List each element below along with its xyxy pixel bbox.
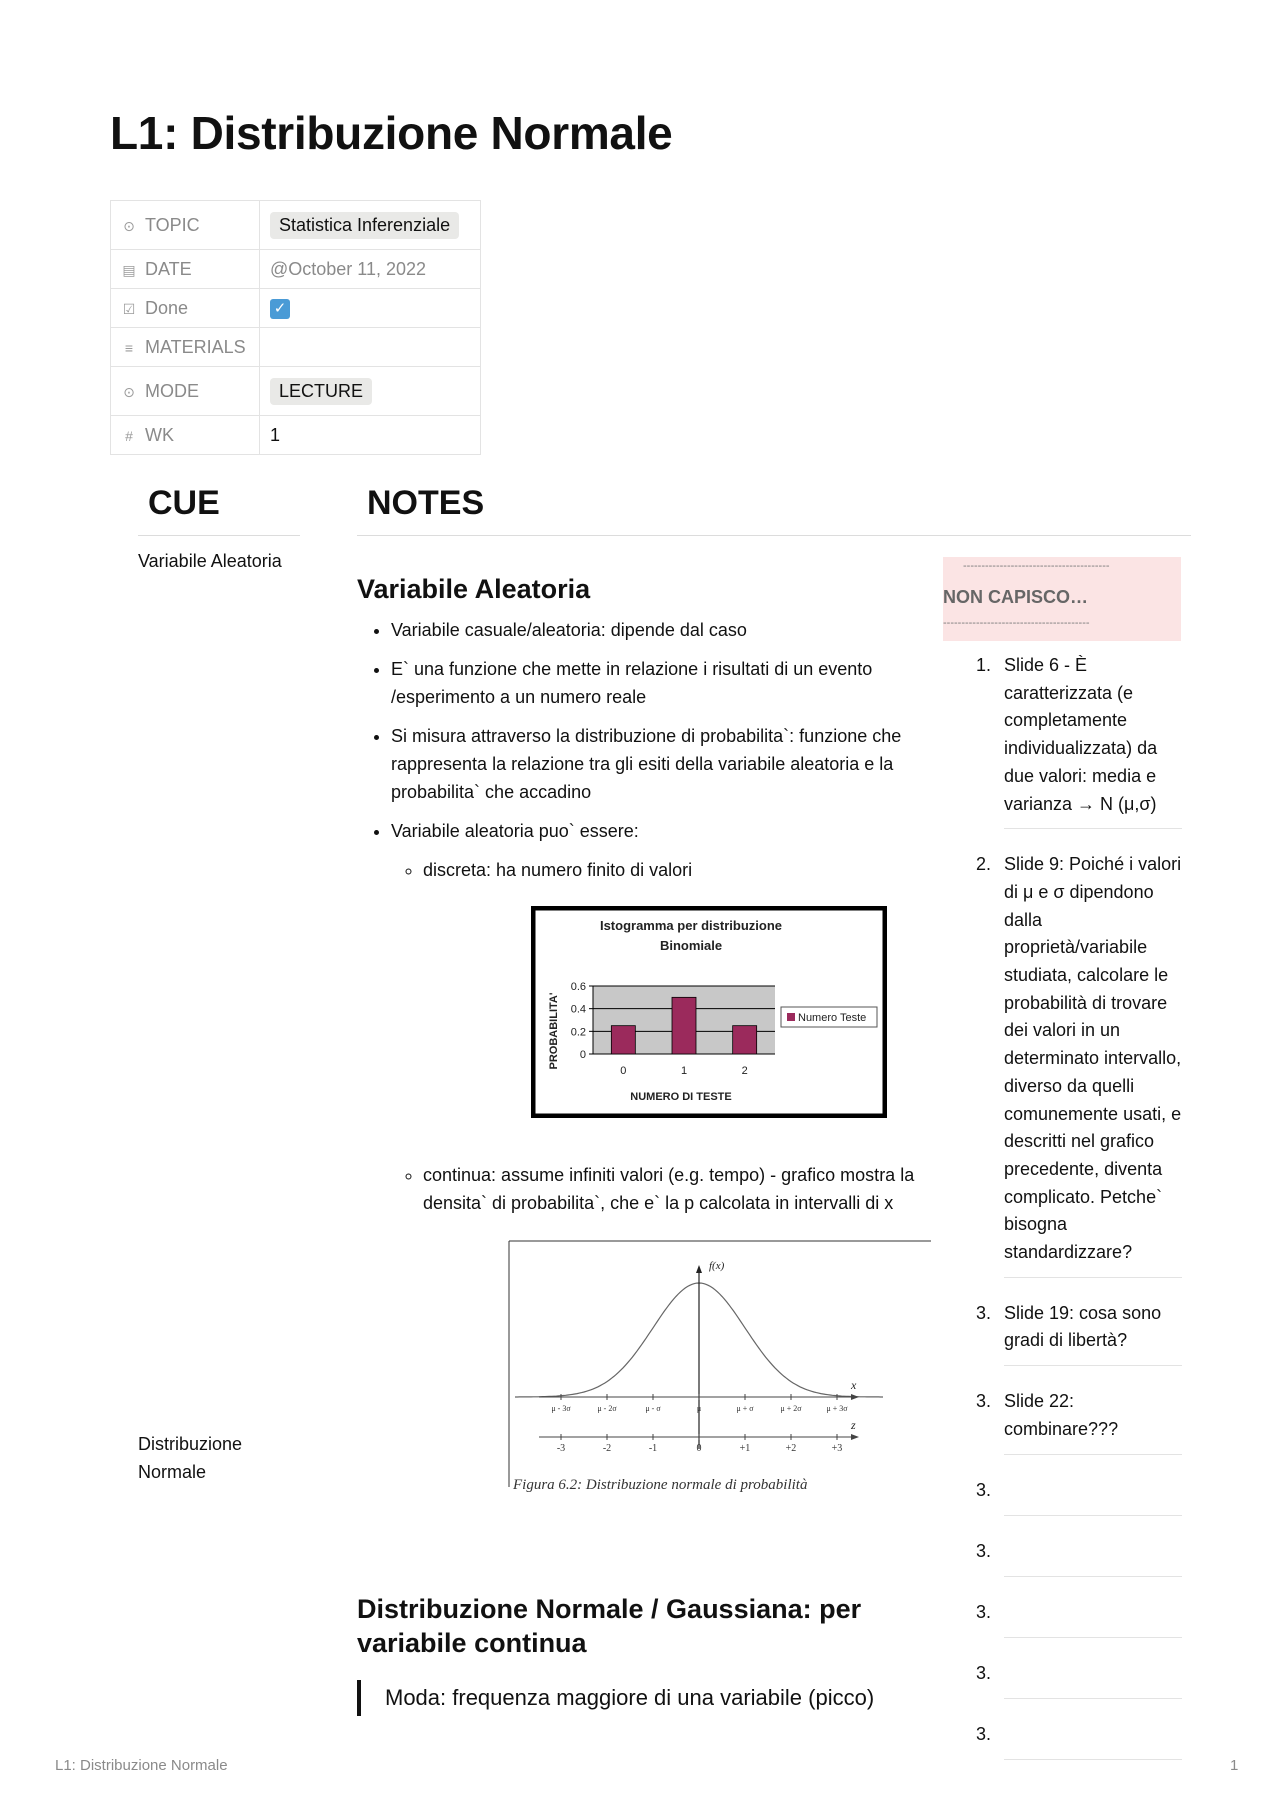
axis-arrow <box>696 1265 702 1273</box>
z-tick-label: +2 <box>785 1443 797 1454</box>
list-item[interactable]: 3. <box>972 1721 1182 1770</box>
cue-item: Variabile Aleatoria <box>138 551 282 571</box>
page-number: 1 <box>1230 1757 1239 1774</box>
property-row-mode <box>111 367 481 416</box>
properties-table <box>110 200 481 455</box>
figure-caption: Figura 6.2: Distribuzione normale di probabilità <box>513 1477 808 1493</box>
list-item[interactable]: 2. Slide 9: Poiché i valori di μ e σ dipendono dalla proprietà/variabile studiata, calcolare le probabilità di trovare dei valori in un determinato intervallo, diverso da quelli comunemente usati, e descritti nel grafico precedente, diventa complicato. Petche` bisogna standardizzare? <box>972 851 1182 1288</box>
property-key: ▤ DATE <box>111 250 260 289</box>
z-tick-label: +3 <box>831 1443 843 1454</box>
x-tick-label: μ + 2σ <box>780 1404 802 1413</box>
list-item[interactable]: 3. Slide 19: cosa sono gradi di libertà? <box>972 1300 1182 1376</box>
checkbox-icon: ☑ <box>122 300 136 317</box>
axis-arrow <box>851 1394 859 1400</box>
property-value[interactable] <box>260 367 481 416</box>
x-tick-label: μ + 3σ <box>826 1404 848 1413</box>
z-tick-label: -2 <box>602 1443 612 1454</box>
property-row-materials <box>111 328 481 367</box>
property-row-topic <box>111 201 481 250</box>
property-key: ☑ Done <box>111 289 260 328</box>
list-item: • Variabile aleatoria puo` essere: ◦ discreta: ha numero finito di valori Istogramma per distribuzione Binomiale 0 0.2 0.4 0.6 0 1 2 NUMERO DI TESTE PROBABILITA' Numero Teste ◦ continua: assume infiniti valori (e.g. tempo) - grafico mostra la densita` di probabilita`, che e` la p calcolata in intervalli di x f(x) x μ - 3σ μ - 2σ μ - σ μ μ + σ μ + 2σ μ + 3σ z -3 -2 -1 0 +1 +2 +3 Figura 6.2: Distribuzione normale di probabilità <box>391 817 917 1503</box>
x-tick-label: μ - 2σ <box>597 1404 617 1413</box>
cue-heading: CUE <box>138 484 300 536</box>
date-value[interactable]: @October 11, 2022 <box>270 258 427 279</box>
select-icon: ⊙ <box>123 217 135 234</box>
list-item[interactable]: 3. Slide 22: combinare??? <box>972 1388 1182 1464</box>
mode-tag[interactable]: LECTURE <box>270 378 372 405</box>
bar <box>672 997 696 1054</box>
z-tick-label: -1 <box>648 1443 658 1454</box>
blockquote: Moda: frequenza maggiore di una variabile (picco) <box>357 1680 874 1716</box>
bar <box>733 1026 757 1054</box>
footer-title: L1: Distribuzione Normale <box>55 1757 228 1774</box>
callout-title: NON CAPISCO… <box>943 587 1089 607</box>
z-tick-label: 0 <box>696 1443 702 1454</box>
list-item: • E` una funzione che mette in relazione i risultati di un evento /esperimento a un numero reale <box>391 655 917 711</box>
x-tick-label: μ - σ <box>645 1404 661 1413</box>
done-checkbox[interactable]: ✓ <box>270 299 290 319</box>
dash-divider: ---------------------------------------- <box>943 617 1090 629</box>
property-row-done <box>111 289 481 328</box>
questions-list <box>972 652 1182 1782</box>
list-item[interactable]: 3. <box>972 1538 1182 1587</box>
y-tick-label: 0.4 <box>570 1003 586 1016</box>
x-tick-label: 2 <box>741 1065 748 1077</box>
property-key: ≡ MATERIALS <box>111 328 260 367</box>
bullet-list <box>357 616 917 1503</box>
dash-divider: ---------------------------------------- <box>963 560 1110 572</box>
notes-heading: NOTES <box>357 484 1191 536</box>
topic-tag[interactable]: Statistica Inferenziale <box>270 212 459 239</box>
x-tick-label: μ <box>696 1404 702 1413</box>
x-tick-label: μ + σ <box>736 1404 754 1413</box>
legend-label: Numero Teste <box>798 1012 867 1024</box>
z-tick-label: +1 <box>739 1443 751 1454</box>
list-item[interactable]: 3. <box>972 1660 1182 1709</box>
list-item[interactable]: 1. Slide 6 - È caratterizzata (e completamente individualizzata) da due valori: media e varianza → N (μ,σ) <box>972 652 1182 839</box>
chart-title-line: Istogramma per distribuzione <box>599 918 783 933</box>
y-axis-label: PROBABILITA' <box>548 992 560 1070</box>
x-tick-label: 1 <box>680 1065 688 1077</box>
hash-icon: # <box>125 427 133 444</box>
list-item: ◦ continua: assume infiniti valori (e.g. tempo) - grafico mostra la densita` di probabilita`, che e` la p calcolata in intervalli di x f(x) x μ - 3σ μ - 2σ μ - σ μ μ + σ μ + 2σ μ + 3σ z -3 -2 -1 0 +1 +2 +3 Figura 6.2: Distribuzione normale di probabilità <box>423 1161 917 1503</box>
section-heading: Variabile Aleatoria <box>357 574 591 604</box>
list-item: ◦ discreta: ha numero finito di valori Istogramma per distribuzione Binomiale 0 0.2 0.4 0.6 0 1 2 NUMERO DI TESTE PROBABILITA' Numero Teste <box>423 856 917 1150</box>
page-title: L1: Distribuzione Normale <box>110 107 673 159</box>
x-axis-label: x <box>851 1378 857 1392</box>
property-key: ⊙ TOPIC <box>111 201 260 250</box>
non-capisco-callout <box>943 557 1181 641</box>
notes-column <box>357 572 917 1514</box>
cue-item: Distribuzione Normale <box>138 1434 243 1482</box>
x-axis-label: NUMERO DI TESTE <box>630 1091 732 1103</box>
z-tick-label: -3 <box>556 1443 566 1454</box>
select-icon: ⊙ <box>123 383 135 400</box>
y-tick-label: 0.2 <box>570 1026 586 1039</box>
list-item: • Si misura attraverso la distribuzione di probabilita`: funzione che rappresenta la relazione tra gli esiti della variabile aleatoria e la probabilita` che accadino <box>391 722 917 806</box>
curve-label: f(x) <box>709 1260 725 1272</box>
text-icon: ≡ <box>124 339 134 356</box>
x-tick-label: 0 <box>620 1065 627 1077</box>
y-tick-label: 0 <box>579 1049 586 1061</box>
list-item: • Variabile casuale/aleatoria: dipende dal caso <box>391 616 917 644</box>
property-value[interactable] <box>260 328 481 367</box>
property-key: ⊙ MODE <box>111 367 260 416</box>
z-axis-label: z <box>851 1418 856 1432</box>
sub-list <box>391 856 917 1503</box>
property-value[interactable] <box>260 289 481 328</box>
binomial-histogram <box>531 906 887 1118</box>
calendar-icon: ▤ <box>122 261 136 278</box>
legend-swatch <box>787 1013 795 1021</box>
normal-distribution-graph <box>499 1239 931 1495</box>
property-value[interactable] <box>260 416 481 455</box>
bar <box>611 1026 635 1054</box>
x-tick-label: μ - 3σ <box>551 1404 571 1413</box>
y-tick-label: 0.6 <box>570 981 586 993</box>
week-value[interactable]: 1 <box>270 424 281 445</box>
chart-title-line: Binomiale <box>659 938 723 953</box>
property-value[interactable] <box>260 201 481 250</box>
list-item[interactable]: 3. <box>972 1599 1182 1648</box>
property-row-wk <box>111 416 481 455</box>
list-item[interactable]: 3. <box>972 1477 1182 1526</box>
section-heading: Distribuzione Normale / Gaussiana: per variabile continua <box>357 1594 862 1658</box>
axis-arrow <box>851 1434 859 1440</box>
property-key: # WK <box>111 416 260 455</box>
property-row-date <box>111 250 481 289</box>
property-value[interactable] <box>260 250 481 289</box>
